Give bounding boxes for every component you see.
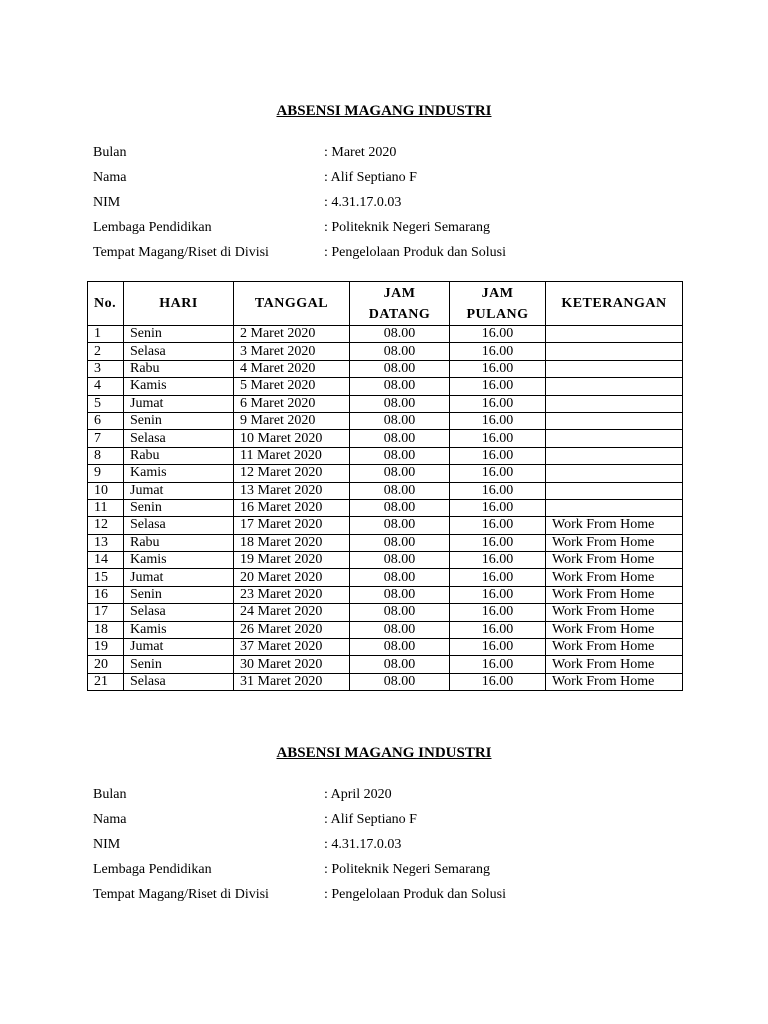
cell-no: 12 — [88, 517, 124, 534]
cell-hari: Rabu — [124, 447, 234, 464]
cell-no: 13 — [88, 534, 124, 551]
cell-keterangan: Work From Home — [546, 656, 683, 673]
table-row — [88, 499, 683, 516]
info-label: Bulan — [93, 787, 127, 802]
header-keterangan: KETERANGAN — [546, 282, 683, 326]
cell-no: 10 — [88, 482, 124, 499]
cell-no: 5 — [88, 395, 124, 412]
table-row — [88, 673, 683, 690]
cell-tanggal: 30 Maret 2020 — [234, 656, 350, 673]
cell-hari: Selasa — [124, 517, 234, 534]
header-hari: HARI — [124, 282, 234, 326]
cell-no: 3 — [88, 360, 124, 377]
info-value: : Pengelolaan Produk dan Solusi — [324, 882, 506, 907]
cell-hari: Selasa — [124, 343, 234, 360]
info-value: : Maret 2020 — [324, 140, 396, 165]
cell-jam-pulang: 16.00 — [450, 656, 546, 673]
cell-jam-datang: 08.00 — [350, 552, 450, 569]
info-row-bulan — [93, 782, 653, 807]
header-tanggal: TANGGAL — [234, 282, 350, 326]
cell-keterangan — [546, 499, 683, 516]
cell-jam-datang: 08.00 — [350, 604, 450, 621]
cell-hari: Jumat — [124, 482, 234, 499]
cell-jam-datang: 08.00 — [350, 447, 450, 464]
cell-jam-datang: 08.00 — [350, 534, 450, 551]
cell-tanggal: 12 Maret 2020 — [234, 465, 350, 482]
cell-jam-datang: 08.00 — [350, 639, 450, 656]
cell-no: 18 — [88, 621, 124, 638]
cell-tanggal: 9 Maret 2020 — [234, 412, 350, 429]
cell-tanggal: 19 Maret 2020 — [234, 552, 350, 569]
info-block-april — [93, 782, 653, 907]
info-label: Lembaga Pendidikan — [93, 220, 212, 235]
cell-jam-datang: 08.00 — [350, 343, 450, 360]
info-label: Nama — [93, 812, 127, 827]
cell-tanggal: 13 Maret 2020 — [234, 482, 350, 499]
cell-tanggal: 20 Maret 2020 — [234, 569, 350, 586]
cell-hari: Rabu — [124, 534, 234, 551]
table-row — [88, 656, 683, 673]
table-row — [88, 604, 683, 621]
info-row-nim — [93, 832, 653, 857]
cell-no: 6 — [88, 412, 124, 429]
cell-jam-pulang: 16.00 — [450, 569, 546, 586]
cell-keterangan: Work From Home — [546, 604, 683, 621]
info-label: Bulan — [93, 145, 127, 160]
cell-jam-pulang: 16.00 — [450, 482, 546, 499]
cell-no: 9 — [88, 465, 124, 482]
cell-tanggal: 3 Maret 2020 — [234, 343, 350, 360]
table-row — [88, 482, 683, 499]
cell-jam-pulang: 16.00 — [450, 343, 546, 360]
cell-jam-pulang: 16.00 — [450, 465, 546, 482]
cell-jam-datang: 08.00 — [350, 482, 450, 499]
info-label: NIM — [93, 195, 121, 210]
cell-hari: Selasa — [124, 604, 234, 621]
cell-keterangan: Work From Home — [546, 517, 683, 534]
cell-hari: Rabu — [124, 360, 234, 377]
cell-jam-datang: 08.00 — [350, 360, 450, 377]
cell-tanggal: 11 Maret 2020 — [234, 447, 350, 464]
cell-hari: Selasa — [124, 430, 234, 447]
page-title-second: ABSENSI MAGANG INDUSTRI — [276, 745, 492, 761]
info-row-bulan — [93, 140, 653, 165]
cell-jam-pulang: 16.00 — [450, 395, 546, 412]
cell-tanggal: 24 Maret 2020 — [234, 604, 350, 621]
table-row — [88, 534, 683, 551]
cell-hari: Senin — [124, 499, 234, 516]
cell-jam-pulang: 16.00 — [450, 604, 546, 621]
cell-hari: Senin — [124, 326, 234, 343]
info-label: NIM — [93, 837, 121, 852]
cell-no: 21 — [88, 673, 124, 690]
header-jam-pulang — [450, 282, 546, 326]
cell-jam-datang: 08.00 — [350, 621, 450, 638]
attendance-table — [87, 281, 683, 691]
info-row-divisi — [93, 240, 653, 265]
cell-no: 20 — [88, 656, 124, 673]
info-row-lembaga — [93, 857, 653, 882]
table-body — [88, 326, 683, 691]
info-value: : 4.31.17.0.03 — [324, 190, 401, 215]
cell-tanggal: 10 Maret 2020 — [234, 430, 350, 447]
cell-no: 14 — [88, 552, 124, 569]
table-row — [88, 447, 683, 464]
table-row — [88, 639, 683, 656]
table-row — [88, 586, 683, 603]
cell-keterangan — [546, 395, 683, 412]
header-jam-pulang-line2: PULANG — [466, 306, 529, 322]
cell-hari: Senin — [124, 412, 234, 429]
table-row — [88, 378, 683, 395]
cell-jam-pulang: 16.00 — [450, 639, 546, 656]
cell-keterangan — [546, 430, 683, 447]
cell-jam-pulang: 16.00 — [450, 621, 546, 638]
cell-keterangan — [546, 378, 683, 395]
cell-tanggal: 17 Maret 2020 — [234, 517, 350, 534]
cell-jam-pulang: 16.00 — [450, 447, 546, 464]
info-row-nama — [93, 807, 653, 832]
cell-jam-datang: 08.00 — [350, 465, 450, 482]
cell-jam-pulang: 16.00 — [450, 534, 546, 551]
cell-keterangan: Work From Home — [546, 552, 683, 569]
table-header-row — [88, 282, 683, 326]
info-value: : Alif Septiano F — [324, 807, 417, 832]
table-row — [88, 395, 683, 412]
cell-hari: Kamis — [124, 621, 234, 638]
info-row-lembaga — [93, 215, 653, 240]
cell-no: 16 — [88, 586, 124, 603]
cell-keterangan — [546, 465, 683, 482]
cell-no: 4 — [88, 378, 124, 395]
header-no: No. — [88, 282, 124, 326]
cell-jam-pulang: 16.00 — [450, 552, 546, 569]
cell-tanggal: 6 Maret 2020 — [234, 395, 350, 412]
page-title: ABSENSI MAGANG INDUSTRI — [276, 103, 492, 119]
cell-keterangan — [546, 447, 683, 464]
cell-hari: Kamis — [124, 378, 234, 395]
cell-hari: Selasa — [124, 673, 234, 690]
cell-keterangan: Work From Home — [546, 586, 683, 603]
cell-tanggal: 31 Maret 2020 — [234, 673, 350, 690]
table-row — [88, 430, 683, 447]
info-value: : 4.31.17.0.03 — [324, 832, 401, 857]
table-row — [88, 517, 683, 534]
cell-no: 17 — [88, 604, 124, 621]
cell-jam-datang: 08.00 — [350, 395, 450, 412]
cell-no: 1 — [88, 326, 124, 343]
cell-keterangan: Work From Home — [546, 621, 683, 638]
cell-jam-pulang: 16.00 — [450, 326, 546, 343]
cell-hari: Kamis — [124, 465, 234, 482]
cell-no: 15 — [88, 569, 124, 586]
cell-keterangan — [546, 326, 683, 343]
cell-hari: Jumat — [124, 569, 234, 586]
cell-tanggal: 18 Maret 2020 — [234, 534, 350, 551]
cell-no: 19 — [88, 639, 124, 656]
cell-jam-datang: 08.00 — [350, 499, 450, 516]
info-row-nim — [93, 190, 653, 215]
cell-jam-pulang: 16.00 — [450, 517, 546, 534]
cell-keterangan: Work From Home — [546, 673, 683, 690]
cell-jam-datang: 08.00 — [350, 569, 450, 586]
cell-keterangan — [546, 343, 683, 360]
cell-tanggal: 5 Maret 2020 — [234, 378, 350, 395]
cell-no: 8 — [88, 447, 124, 464]
cell-keterangan: Work From Home — [546, 569, 683, 586]
info-label: Tempat Magang/Riset di Divisi — [93, 887, 269, 902]
info-label: Nama — [93, 170, 127, 185]
cell-jam-datang: 08.00 — [350, 430, 450, 447]
cell-jam-pulang: 16.00 — [450, 360, 546, 377]
info-value: : Pengelolaan Produk dan Solusi — [324, 240, 506, 265]
cell-jam-pulang: 16.00 — [450, 412, 546, 429]
cell-hari: Kamis — [124, 552, 234, 569]
info-value: : Alif Septiano F — [324, 165, 417, 190]
cell-tanggal: 23 Maret 2020 — [234, 586, 350, 603]
table-row — [88, 552, 683, 569]
cell-jam-pulang: 16.00 — [450, 430, 546, 447]
cell-hari: Senin — [124, 656, 234, 673]
cell-jam-pulang: 16.00 — [450, 673, 546, 690]
cell-jam-datang: 08.00 — [350, 586, 450, 603]
info-value: : Politeknik Negeri Semarang — [324, 857, 490, 882]
cell-jam-datang: 08.00 — [350, 378, 450, 395]
table-row — [88, 465, 683, 482]
header-jam-datang — [350, 282, 450, 326]
cell-hari: Senin — [124, 586, 234, 603]
cell-hari: Jumat — [124, 395, 234, 412]
cell-jam-pulang: 16.00 — [450, 378, 546, 395]
cell-jam-datang: 08.00 — [350, 673, 450, 690]
cell-jam-pulang: 16.00 — [450, 586, 546, 603]
cell-jam-datang: 08.00 — [350, 656, 450, 673]
header-jam-datang-line1: JAM — [383, 285, 416, 301]
cell-jam-pulang: 16.00 — [450, 499, 546, 516]
table-row — [88, 343, 683, 360]
cell-keterangan: Work From Home — [546, 534, 683, 551]
cell-keterangan — [546, 482, 683, 499]
cell-no: 7 — [88, 430, 124, 447]
info-block-march — [93, 140, 653, 265]
cell-no: 2 — [88, 343, 124, 360]
header-jam-pulang-line1: JAM — [481, 285, 514, 301]
cell-keterangan — [546, 360, 683, 377]
cell-keterangan — [546, 412, 683, 429]
cell-tanggal: 16 Maret 2020 — [234, 499, 350, 516]
info-value: : Politeknik Negeri Semarang — [324, 215, 490, 240]
cell-tanggal: 26 Maret 2020 — [234, 621, 350, 638]
cell-tanggal: 4 Maret 2020 — [234, 360, 350, 377]
info-label: Lembaga Pendidikan — [93, 862, 212, 877]
info-value: : April 2020 — [324, 782, 392, 807]
cell-jam-datang: 08.00 — [350, 412, 450, 429]
info-label: Tempat Magang/Riset di Divisi — [93, 245, 269, 260]
cell-no: 11 — [88, 499, 124, 516]
table-row — [88, 569, 683, 586]
table-row — [88, 412, 683, 429]
table-row — [88, 621, 683, 638]
header-jam-datang-line2: DATANG — [368, 306, 431, 322]
cell-hari: Jumat — [124, 639, 234, 656]
cell-tanggal: 37 Maret 2020 — [234, 639, 350, 656]
cell-keterangan: Work From Home — [546, 639, 683, 656]
info-row-divisi — [93, 882, 653, 907]
cell-tanggal: 2 Maret 2020 — [234, 326, 350, 343]
table-row — [88, 326, 683, 343]
cell-jam-datang: 08.00 — [350, 517, 450, 534]
cell-jam-datang: 08.00 — [350, 326, 450, 343]
table-row — [88, 360, 683, 377]
info-row-nama — [93, 165, 653, 190]
